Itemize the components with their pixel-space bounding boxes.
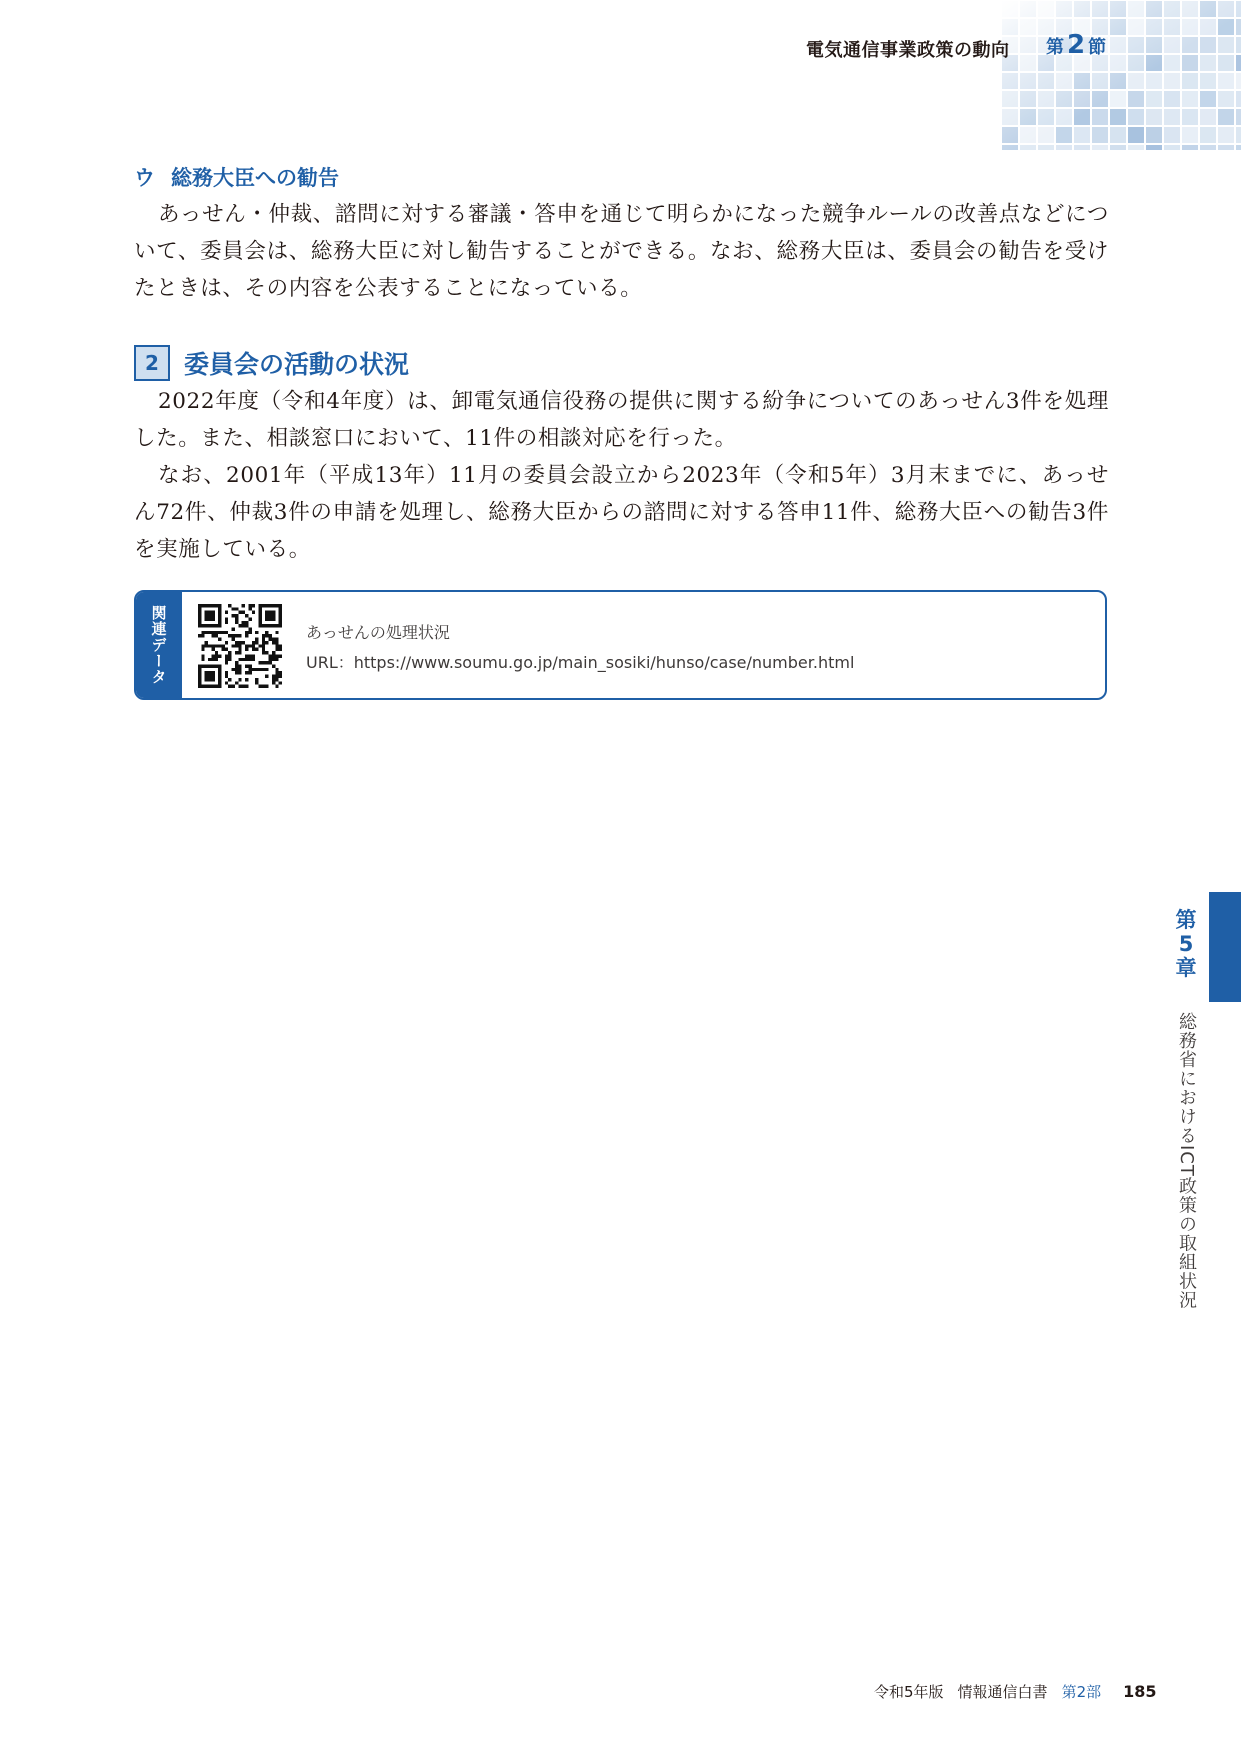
related-data-box [134,590,1107,700]
section-suffix: 節 [1088,37,1107,58]
section-heading [134,345,409,381]
chapter-label [1166,908,1206,980]
subsection-mark: ウ [134,166,155,190]
related-data-tab [136,592,182,698]
section-number-box: 2 [134,345,170,381]
running-header-title: 電気通信事業政策の動向 [806,40,1010,61]
section-title: 委員会の活動の状況 [184,350,410,379]
qr-code-icon[interactable] [198,604,282,688]
running-header-section [1046,30,1106,60]
footer-edition: 令和5年版 [874,1683,944,1701]
section-prefix: 第 [1046,37,1064,58]
paragraph: なお、2001年（平成13年）11月の委員会設立から2023年（令和5年）3月末までに、あっせん72件、仲裁3件の申請を処理し、総務大臣からの諮問に対する答申11件、総務大臣への勧告3件を実施している。 [134,463,1109,562]
footer-book: 情報通信白書 [957,1683,1048,1701]
paragraph: あっせん・仲裁、諮問に対する審議・答申を通じて明らかになった競争ルールの改善点などについて、委員会は、総務大臣に対し勧告することができる。なお、総務大臣は、委員会の勧告を受けたときは、その内容を公表することになっている。 [134,202,1109,301]
chapter-label-suffix: 章 [1175,956,1197,980]
page-footer [874,1681,1157,1702]
chapter-vertical-title: 総務省におけるICT政策の取組状況 [1176,1012,1197,1310]
related-data-text [306,618,854,678]
chapter-tab [1209,892,1241,1002]
chapter-label-prefix: 第 [1175,908,1197,932]
footer-part: 第2部 [1061,1683,1102,1701]
chapter-label-number: 5 [1178,932,1194,956]
subsection-title: 総務大臣への勧告 [171,166,339,190]
paragraph: 2022年度（令和4年度）は、卸電気通信役務の提供に関する紛争についてのあっせん3件を処理した。また、相談窓口において、11件の相談対応を行った。 [134,389,1109,451]
subsection-heading [134,162,339,192]
subsection-body [134,196,1109,307]
section-body [134,383,1109,568]
page-number: 185 [1123,1682,1157,1701]
section-number: 2 [1067,30,1086,60]
header-decoration [1001,0,1241,150]
related-data-url[interactable]: URL：https://www.soumu.go.jp/main_sosiki/hunso/case/number.html [306,653,855,672]
related-data-label: 関連データ [149,605,168,685]
related-data-title: あっせんの処理状況 [306,623,450,642]
